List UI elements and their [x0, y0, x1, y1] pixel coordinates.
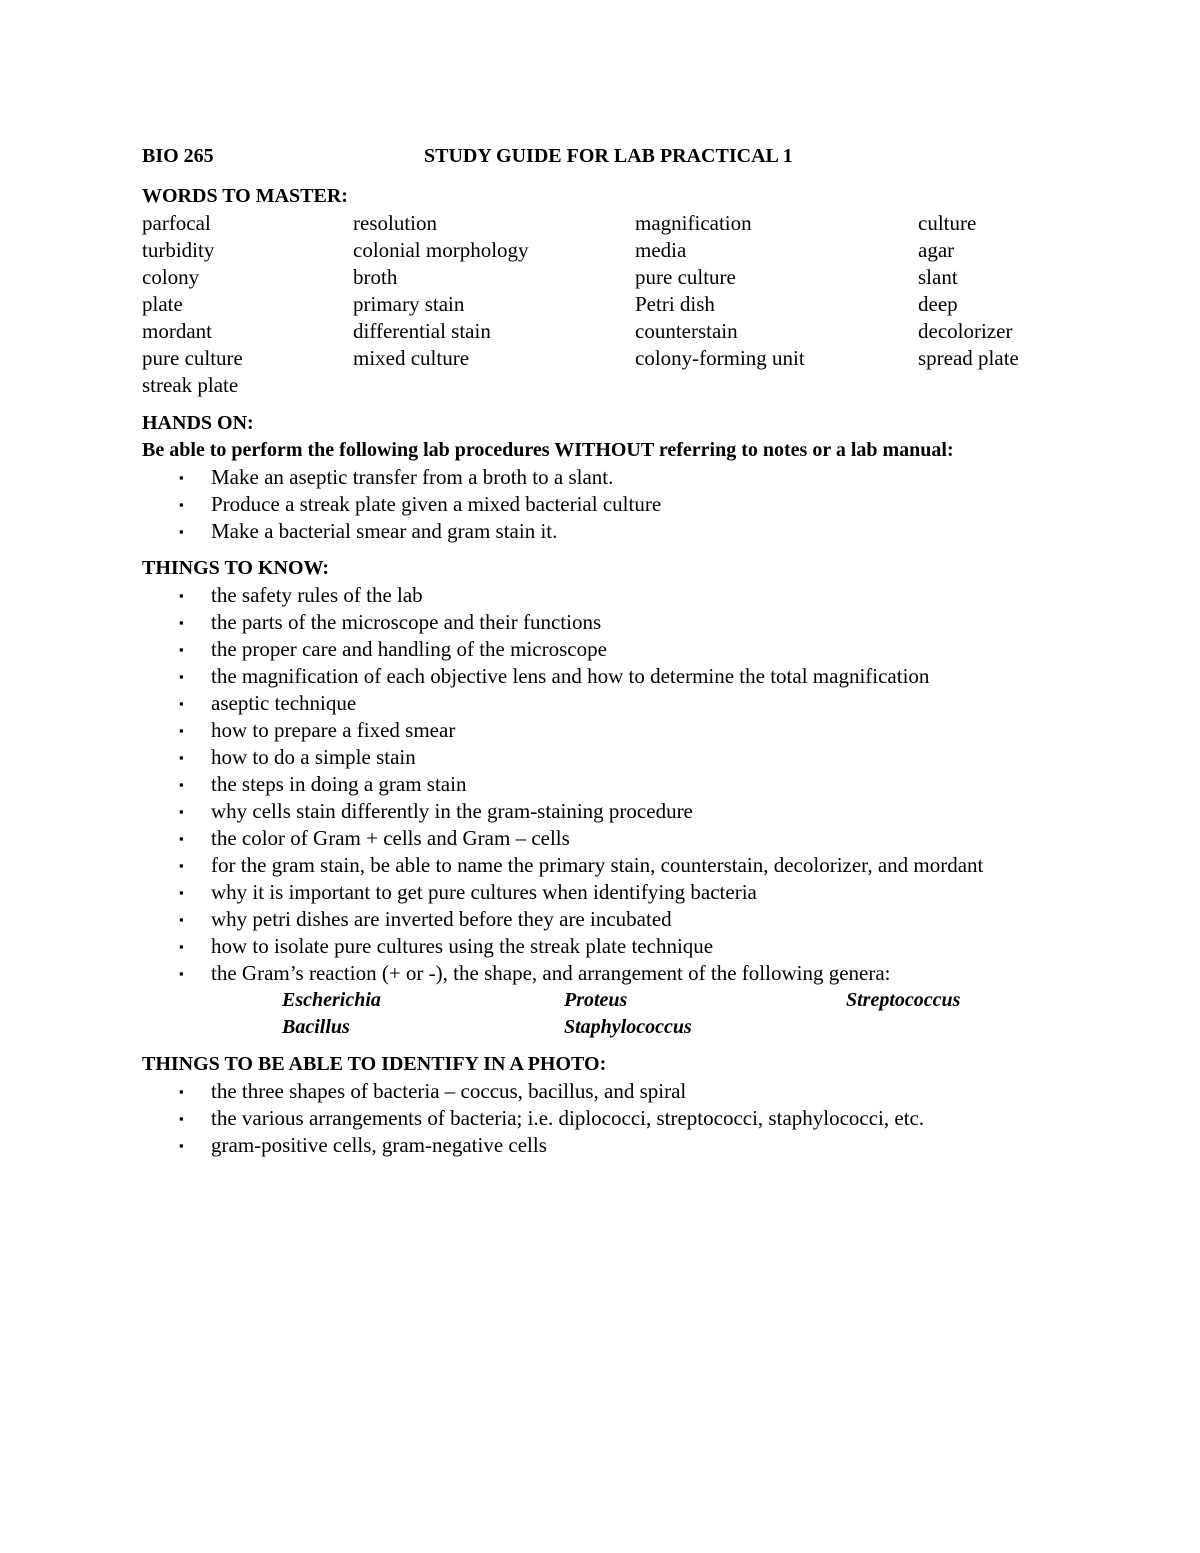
words-to-master-heading: WORDS TO MASTER:: [142, 185, 348, 207]
term: turbidity: [142, 238, 215, 262]
term: parfocal: [142, 211, 211, 235]
list-item: [142, 518, 1031, 545]
list-item-text: the Gram’s reaction (+ or -), the shape, and arrangement of the following genera:: [211, 961, 891, 985]
list-item: [142, 879, 1031, 906]
bullet-icon: ▪: [179, 669, 184, 684]
things-to-know-heading: THINGS TO KNOW:: [142, 557, 330, 579]
list-item: [142, 1132, 1031, 1159]
bullet-icon: ▪: [179, 966, 184, 981]
list-item: [142, 933, 1031, 960]
bullet-icon: ▪: [179, 804, 184, 819]
term: differential stain: [353, 319, 491, 343]
bullet-icon: ▪: [179, 696, 184, 711]
term: slant: [918, 265, 958, 289]
identify-in-photo-heading: THINGS TO BE ABLE TO IDENTIFY IN A PHOTO:: [142, 1053, 607, 1075]
bullet-icon: ▪: [179, 642, 184, 657]
list-item: [142, 906, 1031, 933]
list-item-text: Make an aseptic transfer from a broth to a slant.: [211, 465, 614, 489]
list-item: [142, 609, 1031, 636]
term: magnification: [635, 211, 752, 235]
term: spread plate: [918, 346, 1019, 370]
list-item-text: the three shapes of bacteria – coccus, bacillus, and spiral: [211, 1079, 687, 1103]
list-item-text: why cells stain differently in the gram-staining procedure: [211, 799, 693, 823]
list-item: [142, 1078, 1031, 1105]
list-item-text: Make a bacterial smear and gram stain it.: [211, 519, 558, 543]
bullet-icon: ▪: [179, 723, 184, 738]
bullet-icon: ▪: [179, 470, 184, 485]
term: counterstain: [635, 319, 738, 343]
list-item: [142, 464, 1031, 491]
bullet-icon: ▪: [179, 588, 184, 603]
list-item: [142, 582, 1031, 609]
list-item: [142, 744, 1031, 771]
term: colonial morphology: [353, 238, 529, 262]
list-item-text: the parts of the microscope and their functions: [211, 610, 602, 634]
list-item: [142, 825, 1031, 852]
term: agar: [918, 238, 955, 262]
list-item-text: how to do a simple stain: [211, 745, 416, 769]
list-item-text: for the gram stain, be able to name the primary stain, counterstain, decolorizer, and mordant: [211, 853, 984, 877]
bullet-icon: ▪: [179, 831, 184, 846]
document-title: STUDY GUIDE FOR LAB PRACTICAL 1: [424, 145, 793, 167]
bullet-icon: ▪: [179, 750, 184, 765]
bullet-icon: ▪: [179, 777, 184, 792]
list-item-text: the color of Gram + cells and Gram – cells: [211, 826, 570, 850]
list-item-text: why it is important to get pure cultures when identifying bacteria: [211, 880, 757, 904]
list-item-text: aseptic technique: [211, 691, 357, 715]
list-item-text: how to isolate pure cultures using the streak plate technique: [211, 934, 714, 958]
list-item-text: the proper care and handling of the microscope: [211, 637, 607, 661]
bullet-icon: ▪: [179, 858, 184, 873]
list-item: [142, 636, 1031, 663]
document-page: [142, 143, 1042, 1159]
genus-name: Bacillus: [282, 1016, 350, 1038]
term: mordant: [142, 319, 212, 343]
list-item-text: why petri dishes are inverted before they are incubated: [211, 907, 672, 931]
genus-name: Streptococcus: [846, 989, 961, 1011]
term: decolorizer: [918, 319, 1013, 343]
bullet-icon: ▪: [179, 615, 184, 630]
term: deep: [918, 292, 958, 316]
term: Petri dish: [635, 292, 715, 316]
hands-on-list: [142, 464, 1042, 545]
genus-name: Proteus: [564, 989, 628, 1011]
document-header: [142, 143, 1042, 171]
things-to-know-list: [142, 582, 1042, 987]
list-item: [142, 771, 1031, 798]
list-item-text: the magnification of each objective lens and how to determine the total magnification: [211, 664, 930, 688]
list-item: [142, 491, 1031, 518]
bullet-icon: ▪: [179, 1111, 184, 1126]
term: media: [635, 238, 687, 262]
term: primary stain: [353, 292, 465, 316]
list-item-text: the safety rules of the lab: [211, 583, 423, 607]
list-item-text: the steps in doing a gram stain: [211, 772, 467, 796]
list-item-text: how to prepare a fixed smear: [211, 718, 456, 742]
term: mixed culture: [353, 346, 470, 370]
term: pure culture: [142, 346, 243, 370]
term: plate: [142, 292, 183, 316]
bullet-icon: ▪: [179, 885, 184, 900]
list-item-text: the various arrangements of bacteria; i.e. diplococci, streptococci, staphylococci, etc.: [211, 1106, 925, 1130]
term: pure culture: [635, 265, 736, 289]
genus-name: Staphylococcus: [564, 1016, 692, 1038]
list-item: [142, 960, 1031, 987]
term: colony: [142, 265, 200, 289]
hands-on-instruction: Be able to perform the following lab procedures WITHOUT referring to notes or a lab manual:: [142, 439, 954, 461]
bullet-icon: ▪: [179, 1138, 184, 1153]
hands-on-heading: HANDS ON:: [142, 412, 254, 434]
list-item: [142, 798, 1031, 825]
course-code: BIO 265: [142, 145, 214, 167]
bullet-icon: ▪: [179, 1084, 184, 1099]
term: resolution: [353, 211, 437, 235]
term: colony-forming unit: [635, 346, 805, 370]
genera-grid: [282, 987, 1042, 1041]
list-item: [142, 852, 1031, 879]
list-item: [142, 663, 1031, 690]
term: broth: [353, 265, 398, 289]
term: culture: [918, 211, 977, 235]
list-item-text: gram-positive cells, gram-negative cells: [211, 1133, 547, 1157]
term: streak plate: [142, 373, 239, 397]
bullet-icon: ▪: [179, 524, 184, 539]
bullet-icon: ▪: [179, 497, 184, 512]
list-item: [142, 1105, 1031, 1132]
identify-in-photo-list: [142, 1078, 1042, 1159]
genus-name: Escherichia: [282, 989, 381, 1011]
words-to-master-grid: [142, 210, 1042, 399]
bullet-icon: ▪: [179, 939, 184, 954]
list-item: [142, 717, 1031, 744]
list-item: [142, 690, 1031, 717]
list-item-text: Produce a streak plate given a mixed bacterial culture: [211, 492, 662, 516]
bullet-icon: ▪: [179, 912, 184, 927]
